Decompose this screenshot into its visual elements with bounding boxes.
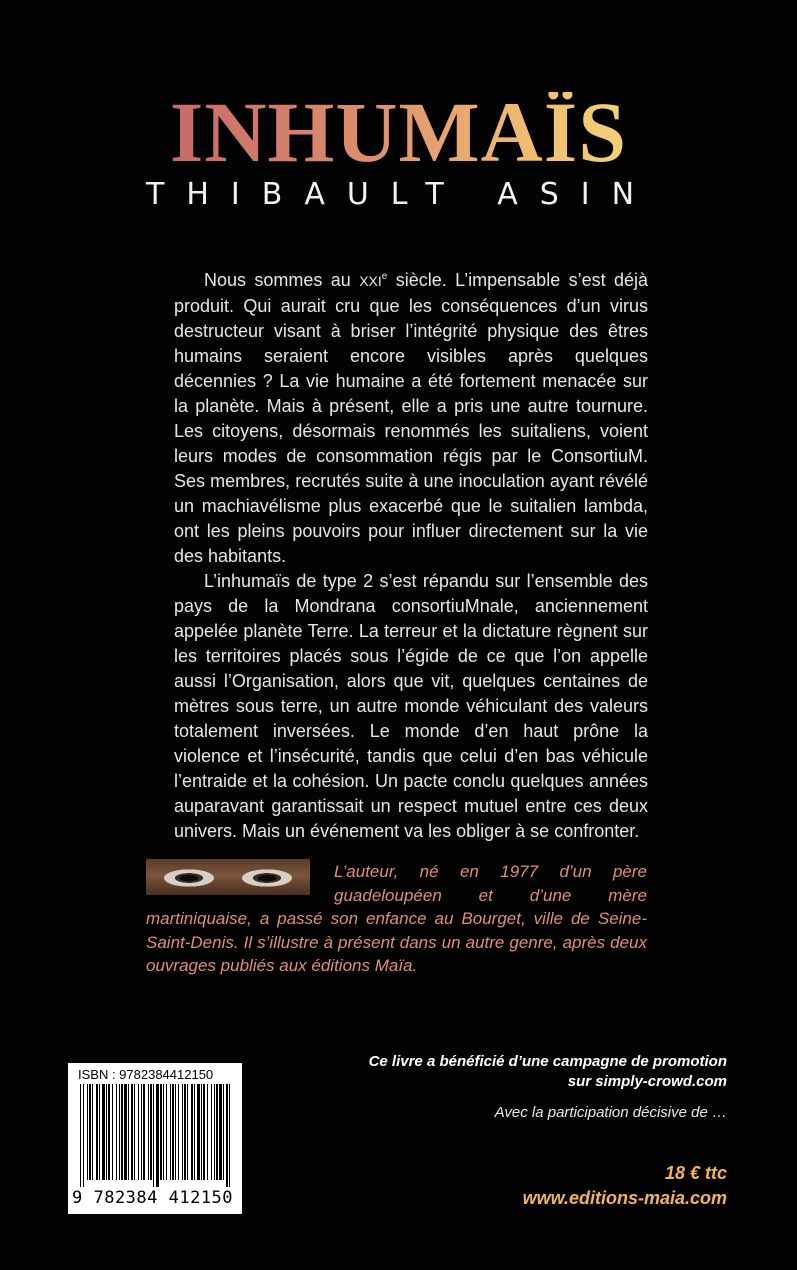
barcode-bar [87, 1084, 88, 1180]
barcode-bar [92, 1084, 93, 1180]
barcode-bar [106, 1084, 107, 1180]
promotion-note [307, 1052, 727, 1092]
barcode-bar [121, 1084, 123, 1180]
barcode-bar [172, 1084, 174, 1180]
barcode-bar [219, 1084, 222, 1180]
barcode-bar [182, 1084, 183, 1180]
barcode-bar [116, 1084, 117, 1180]
promotion-line-2: sur simply-crowd.com [567, 1073, 727, 1090]
barcode-bar [216, 1084, 218, 1180]
price: 18 € ttc [664, 1163, 727, 1183]
barcode-bar [108, 1084, 110, 1180]
author-bio [146, 860, 647, 978]
barcode-bar [214, 1084, 215, 1180]
barcode-bar [194, 1084, 195, 1180]
barcode-bar [89, 1084, 91, 1180]
barcode-bar [131, 1084, 133, 1180]
barcode-bar [138, 1084, 139, 1180]
blurb-paragraph-1 [174, 264, 648, 569]
barcode-bar [191, 1084, 193, 1180]
barcode-bar [112, 1084, 113, 1180]
barcode-bar [124, 1084, 127, 1180]
isbn-barcode [68, 1063, 242, 1214]
promotion-line-1: Ce livre a bénéficié d’une campagne de promotion [368, 1053, 727, 1070]
barcode-bar [99, 1084, 100, 1180]
barcode-bar [178, 1084, 179, 1180]
barcode-bar [134, 1084, 135, 1180]
barcode-bar [229, 1084, 230, 1187]
century-superscript: e [381, 271, 388, 282]
barcode-bar [148, 1084, 149, 1180]
barcode-bar [96, 1084, 98, 1180]
barcode-bar [160, 1084, 162, 1180]
barcode-bar [203, 1084, 205, 1180]
barcode-bar [102, 1084, 105, 1180]
barcode-bar [80, 1084, 81, 1187]
author-bio-text: L’auteur, né en 1977 d’un père guadeloupéen et d’une mère martiniquaise, a passé son enfance au Bourget, ville de Seine-Saint-Denis. Il s’illustre à présent dans un autre genre, après deux ouvrages publiés aux éditions Maïa. [146, 862, 647, 975]
barcode-bar [187, 1084, 188, 1180]
barcode-digits: 9 782384 412150 [72, 1188, 234, 1208]
barcode-bar [184, 1084, 186, 1180]
barcode-bar [156, 1084, 159, 1187]
barcode-bar [128, 1084, 129, 1180]
barcode-bar [119, 1084, 120, 1180]
barcode-bar [166, 1084, 167, 1180]
barcode-bar [141, 1084, 142, 1180]
publisher-website: www.editions-maia.com [522, 1188, 727, 1208]
barcode-bar [163, 1084, 164, 1180]
barcode-bar [201, 1084, 202, 1180]
barcode-bar [170, 1084, 171, 1180]
barcode-bar [211, 1084, 212, 1180]
barcode-bars [80, 1084, 230, 1187]
barcode-bar [223, 1084, 224, 1180]
century-numeral: XXI [359, 273, 382, 289]
barcode-bar [207, 1084, 208, 1180]
barcode-bar [197, 1084, 200, 1180]
barcode-bar [83, 1084, 84, 1187]
participation-note: Avec la participation décisive de … [494, 1104, 727, 1121]
book-title: INHUMAÏS [146, 92, 651, 172]
blurb-paragraph-1-rest: siècle. L’impensable s’est déjà produit. Qui aurait cru que les conséquences d’un virus destructeur visant à briser l’intégrité physique des êtres humains seraient encore visibles après quelques décennies ? La vie humaine a été fortement menacée sur la planète. Mais à présent, elle a pris une autre tournure. Les citoyens, désormais renommés les suitaliens, voient leurs modes de consommation régis par le ConsortiuM. Ses membres, recrutés suite à une inoculation ayant révélé un machiavélisme plus exacerbé que le suitalien lambda, ont les pleins pouvoirs pour influer directement sur la vie des habitants. [174, 270, 649, 566]
blurb-paragraph-2: L’inhumaïs de type 2 s’est répandu sur l’ensemble des pays de la Mondrana consortiuMnale, anciennement appelée planète Terre. La terreur et la dictature règnent sur les territoires placés sous l’égide de ce que l’on appelle aussi l’Organisation, alors que vit, quelques centaines de mètres sous terre, un autre monde véhiculant des valeurs totalement inversées. Le monde d’en haut prône la violence et l’insécurité, tandis que celui d’en bas véhicule l’entraide et la cohésion. Un pacte conclu quelques années auparavant garantissait un respect mutuel entre ces deux univers. Mais un événement va les obliger à se confronter. [174, 571, 648, 841]
barcode-bar [226, 1084, 228, 1187]
isbn-label: ISBN : 9782384412150 [78, 1067, 214, 1082]
barcode-bar [143, 1084, 145, 1180]
blurb-paragraph-1-start: Nous sommes au [204, 270, 360, 290]
barcode-bar [153, 1084, 154, 1187]
back-cover-blurb [174, 264, 648, 844]
barcode-bar [150, 1084, 152, 1180]
author-name: THIBAULT ASIN [146, 177, 657, 212]
barcode-bar [175, 1084, 176, 1180]
